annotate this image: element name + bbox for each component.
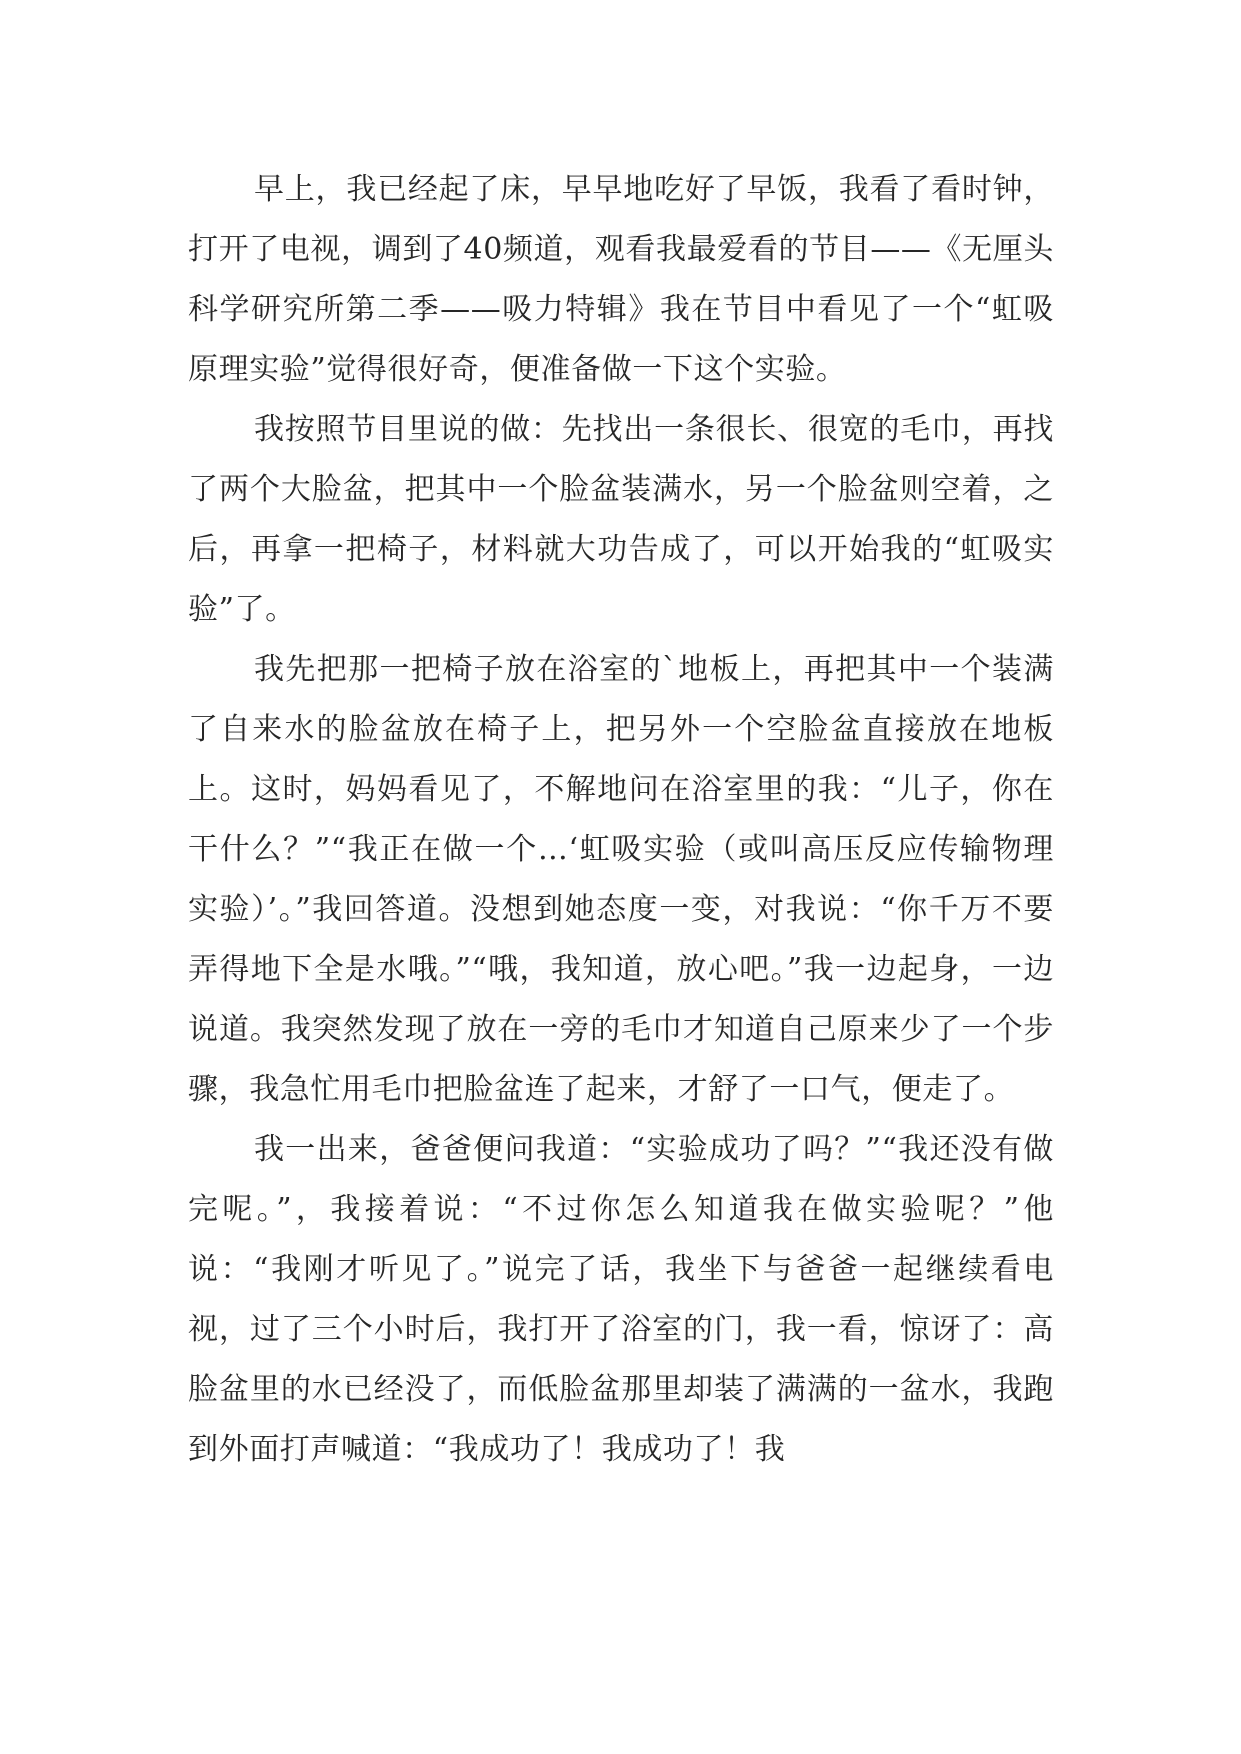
paragraph-4: 我一出来，爸爸便问我道：“实验成功了吗？”“我还没有做完呢。”，我接着说：“不过你怎么知道我在做实验呢？”他说：“我刚才听见了。”说完了话，我坐下与爸爸一起继续看电视，过了三个小时后，我打开了浴室的门，我一看，惊讶了：高脸盆里的水已经没了，而低脸盆那里却装了满满的一盆水，我跑到外面打声喊道：“我成功了！我成功了！我 <box>188 1132 1054 1467</box>
paragraph-3: 我先把那一把椅子放在浴室的`地板上，再把其中一个装满了自来水的脸盆放在椅子上，把另外一个空脸盆直接放在地板上。这时，妈妈看见了，不解地问在浴室里的我：“儿子，你在干什么？”“我正在做一个…‘虹吸实验（或叫高压反应传输物理实验）’。”我回答道。没想到她态度一变，对我说：“你千万不要弄得地下全是水哦。”“哦，我知道，放心吧。”我一边起身，一边说道。我突然发现了放在一旁的毛巾才知道自己原来少了一个步骤，我急忙用毛巾把脸盆连了起来，才舒了一口气，便走了。 <box>188 652 1054 1107</box>
body-text <box>188 160 1054 1480</box>
paragraph-1: 早上，我已经起了床，早早地吃好了早饭，我看了看时钟，打开了电视，调到了40频道，观看我最爱看的节目——《无厘头科学研究所第二季——吸力特辑》我在节目中看见了一个“虹吸原理实验”觉得很好奇，便准备做一下这个实验。 <box>188 172 1054 387</box>
paragraph-2: 我按照节目里说的做：先找出一条很长、很宽的毛巾，再找了两个大脸盆，把其中一个脸盆装满水，另一个脸盆则空着，之后，再拿一把椅子，材料就大功告成了，可以开始我的“虹吸实验”了。 <box>188 412 1054 627</box>
